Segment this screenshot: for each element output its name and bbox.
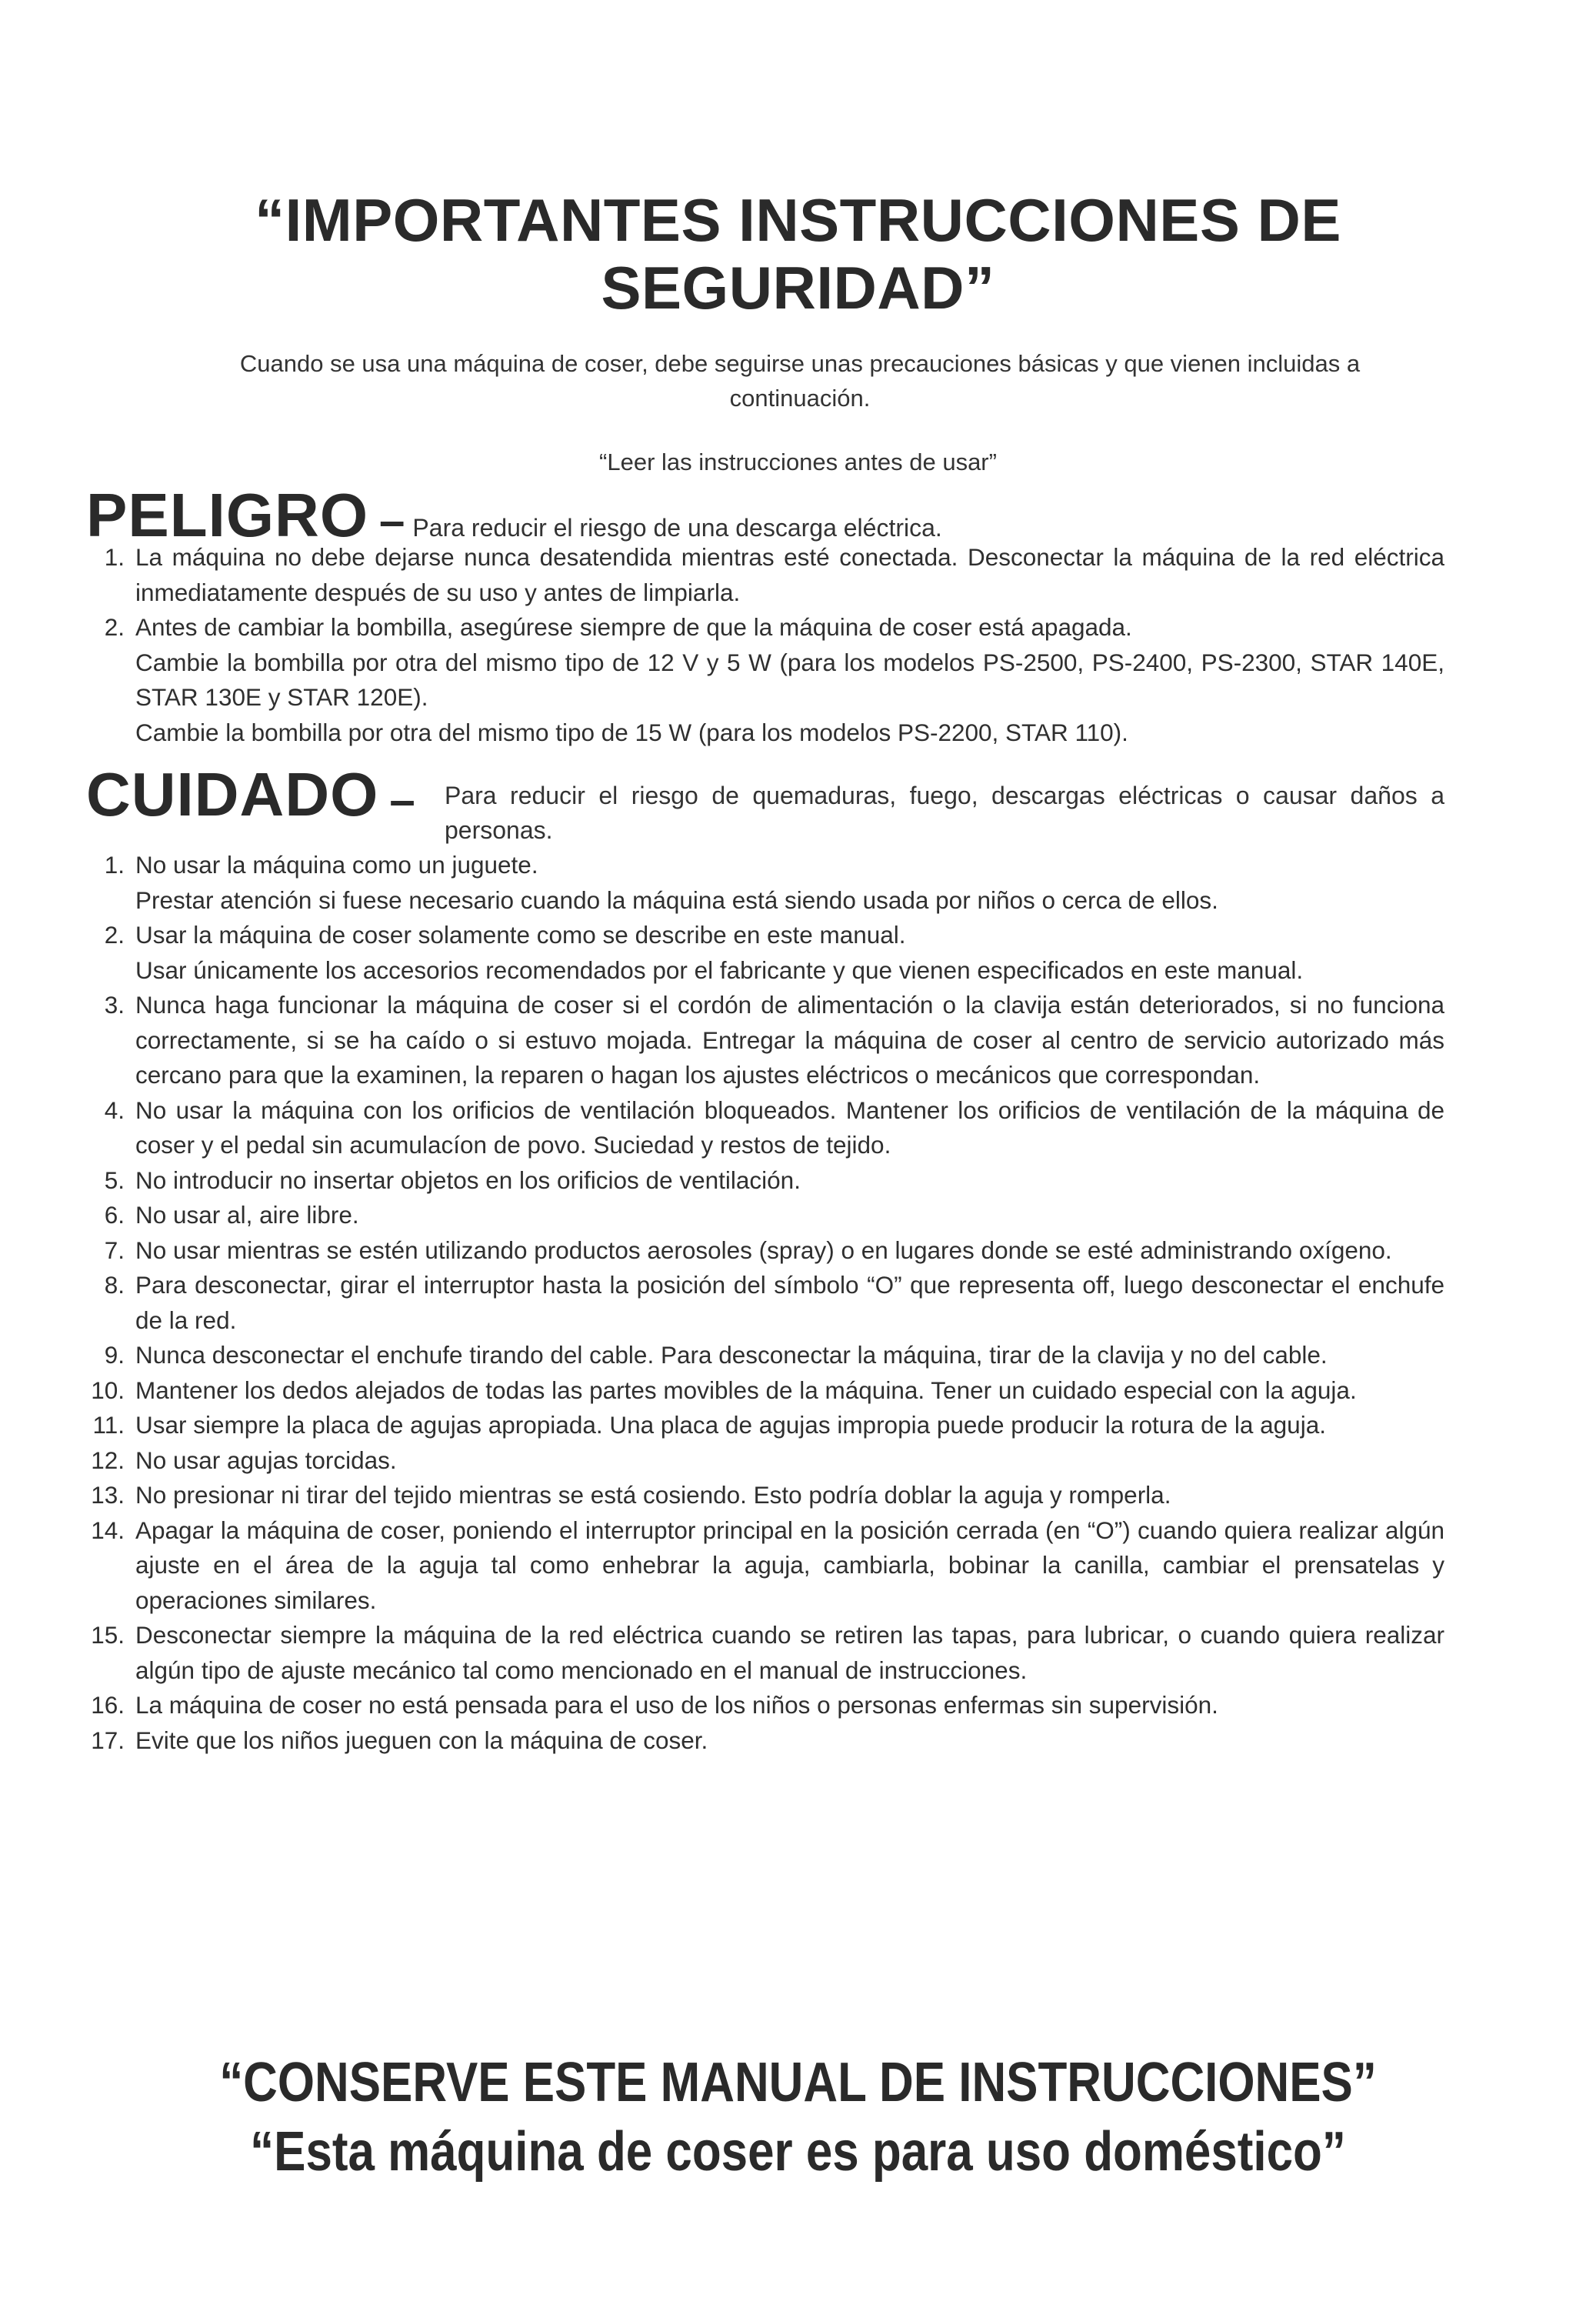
list-item-text: Prestar atención si fuese necesario cuando la máquina está siendo usada por niños o cerca de ellos. [135,886,1218,914]
list-item [86,1373,1444,1409]
list-item [86,848,1444,918]
cuidado-subtitle: Para reducir el riesgo de quemaduras, fuego, descargas eléctricas o causar daños a personas. [445,782,1444,844]
list-item [86,1478,1444,1513]
list-item-text: Usar la máquina de coser solamente como se describe en este manual. [135,921,906,949]
list-item-number: 7. [104,1236,125,1264]
page-title-line-2: SEGURIDAD” [601,254,995,322]
list-item [86,1408,1444,1443]
list-item-number: 12. [91,1446,125,1474]
peligro-list [86,540,1444,750]
list-item-text: Cambie la bombilla por otra del mismo tipo de 12 V y 5 W (para los modelos PS-2500, PS-2400, PS-2300, STAR 140E, STAR 130E y STAR 120E). [135,648,1444,711]
page-title-line-1: “IMPORTANTES INSTRUCCIONES DE [255,186,1341,254]
list-item [86,1723,1444,1759]
list-item-number: 5. [104,1166,125,1194]
peligro-subtitle: Para reducir el riesgo de una descarga eléctrica. [412,514,942,542]
peligro-title: PELIGRO [86,481,369,549]
list-item-text: No usar agujas torcidas. [135,1446,397,1474]
list-item-number: 2. [104,921,125,949]
list-item-text: Antes de cambiar la bombilla, asegúrese siempre de que la máquina de coser está apagada. [135,613,1132,641]
list-item-text: Nunca haga funcionar la máquina de coser si el cordón de alimentación o la clavija están deteriorados, si no funciona correctamente, si se ha caído o si estuvo mojada. Entregar la máquina de coser al centro de servicio autorizado más cercano para que la examinen, la reparen o hagan los ajustes eléctricos o mecánicos que correspondan. [135,991,1444,1089]
list-item [86,1163,1444,1199]
list-item-text: No presionar ni tirar del tejido mientras se está cosiendo. Esto podría doblar la aguja y romperla. [135,1481,1171,1509]
list-item-number: 8. [104,1271,125,1299]
list-item-text: No usar la máquina como un juguete. [135,851,538,879]
list-item-number: 2. [104,613,125,641]
list-item [86,918,1444,988]
list-item [86,1093,1444,1163]
cuidado-list [86,848,1444,1758]
list-item-number: 1. [104,851,125,879]
list-item [86,988,1444,1093]
list-item-text: Para desconectar, girar el interruptor hasta la posición del símbolo “O” que representa off, luego desconectar el enchufe de la red. [135,1271,1444,1334]
list-item-text: No introducir no insertar objetos en los orificios de ventilación. [135,1166,801,1194]
list-item-number: 3. [104,991,125,1019]
read-instructions-note: “Leer las instrucciones antes de usar” [599,449,997,475]
list-item-text: La máquina de coser no está pensada para el uso de los niños o personas enfermas sin supervisión. [135,1691,1218,1719]
list-item-text: Mantener los dedos alejados de todas las partes movibles de la máquina. Tener un cuidado especial con la aguja. [135,1376,1357,1404]
cuidado-heading [86,760,423,829]
intro-paragraph: Cuando se usa una máquina de coser, debe seguirse unas precauciones básicas y que vienen incluidas a continuación. [239,350,1361,412]
list-item [86,1268,1444,1338]
list-item [86,540,1444,610]
list-item-text: Desconectar siempre la máquina de la red eléctrica cuando se retiren las tapas, para lubricar, o cuando quiera realizar algún tipo de ajuste mecánico tal como mencionado en el manual de instrucciones. [135,1621,1444,1684]
list-item-number: 15. [91,1621,125,1649]
list-item-text: No usar al, aire libre. [135,1201,359,1229]
list-item-text: Cambie la bombilla por otra del mismo tipo de 15 W (para los modelos PS-2200, STAR 110). [135,718,1128,746]
list-item-number: 1. [104,543,125,571]
peligro-heading [86,481,942,549]
list-item-number: 13. [91,1481,125,1509]
list-item-text: Usar únicamente los accesorios recomendados por el fabricante y que vienen especificados en este manual. [135,956,1304,984]
cuidado-title: CUIDADO [86,760,379,829]
list-item-text: Apagar la máquina de coser, poniendo el interruptor principal en la posición cerrada (en “O”) cuando quiera realizar algún ajuste en el área de la aguja tal como enhebrar la aguja, cambiarla, bobinar la canilla, cambiar el prensatelas y operaciones similares. [135,1516,1444,1614]
list-item [86,1198,1444,1233]
list-item [86,1513,1444,1619]
list-item-number: 6. [104,1201,125,1229]
list-item-text: Evite que los niños jueguen con la máquina de coser. [135,1726,708,1754]
list-item [86,1233,1444,1269]
cuidado-dash: – [389,774,415,825]
list-item-text: Usar siempre la placa de agujas apropiada. Una placa de agujas impropia puede producir la rotura de la aguja. [135,1411,1326,1439]
peligro-dash: – [379,495,405,546]
list-item-text: No usar mientras se estén utilizando productos aerosoles (spray) o en lugares donde se esté administrando oxígeno. [135,1236,1392,1264]
list-item-number: 4. [104,1096,125,1124]
footer-keep-manual: “CONSERVE ESTE MANUAL DE INSTRUCCIONES” [219,2052,1377,2113]
list-item-text: La máquina no debe dejarse nunca desatendida mientras esté conectada. Desconectar la máquina de la red eléctrica inmediatamente después de su uso y antes de limpiarla. [135,543,1444,606]
list-item-number: 10. [91,1376,125,1404]
list-item-number: 16. [91,1691,125,1719]
list-item [86,1618,1444,1688]
list-item [86,1688,1444,1723]
list-item [86,1338,1444,1373]
list-item-text: Nunca desconectar el enchufe tirando del cable. Para desconectar la máquina, tirar de la clavija y no del cable. [135,1341,1328,1369]
list-item-number: 11. [92,1411,125,1439]
footer-domestic-use: “Esta máquina de coser es para uso doméstico” [250,2121,1346,2183]
list-item-text: No usar la máquina con los orificios de ventilación bloqueados. Mantener los orificios de ventilación de la máquina de coser y el pedal sin acumulacíon de povo. Suciedad y restos de tejido. [135,1096,1444,1159]
list-item-number: 14. [91,1516,125,1544]
list-item-number: 17. [91,1726,125,1754]
list-item-number: 9. [104,1341,125,1369]
list-item [86,610,1444,750]
list-item [86,1443,1444,1479]
